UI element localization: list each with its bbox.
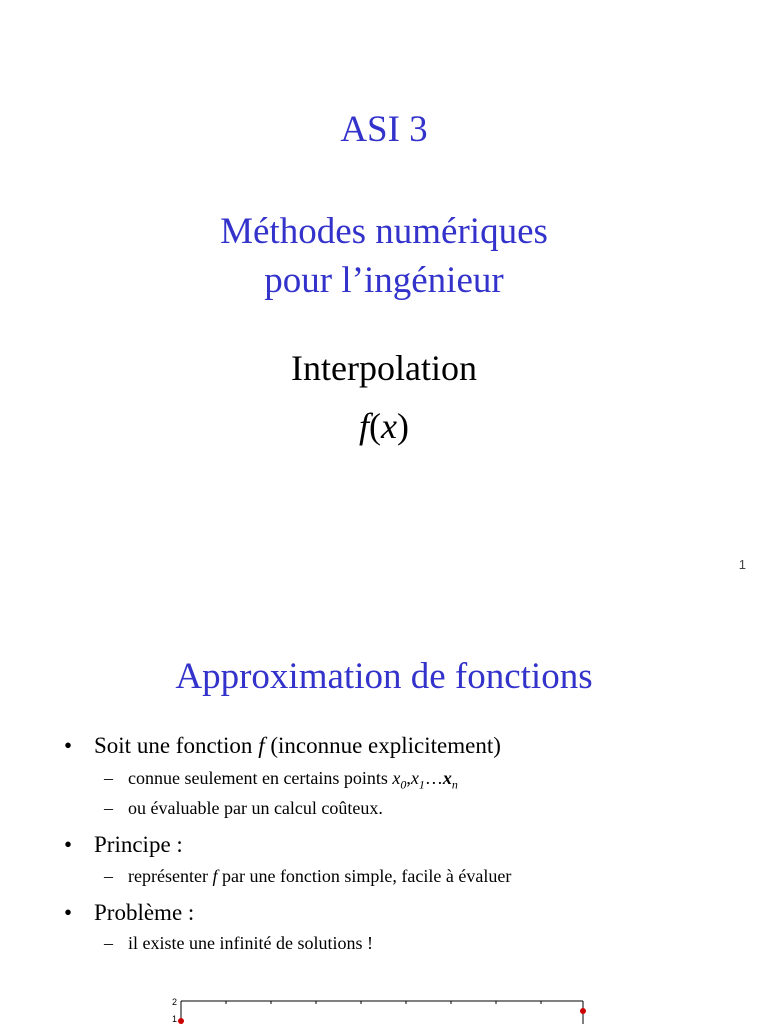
- subtitle-line-2: pour l’ingénieur: [264, 260, 504, 301]
- sub-bullet-dash: –: [104, 768, 113, 788]
- y-tick-label: 2: [172, 997, 178, 1007]
- data-point: [178, 1018, 184, 1024]
- bullet-item: [64, 832, 183, 858]
- bullet-text-italic: f: [258, 733, 265, 758]
- sub-bullet-item: [104, 866, 511, 887]
- sub-bullet-item: [104, 933, 373, 954]
- sub-text-post: par une fonction simple, facile à évaluer: [217, 866, 512, 886]
- sub-text-italic: f: [212, 866, 218, 886]
- bullet-text-pre: Soit une fonction: [94, 733, 259, 758]
- bullet-text: Principe :: [94, 832, 183, 857]
- bullet-dot: •: [64, 832, 73, 857]
- bullet-text: [94, 733, 501, 759]
- formula-fx: [0, 405, 768, 447]
- sub-bullet-text: ou évaluable par un calcul coûteux.: [128, 798, 383, 818]
- bullet-item: [64, 733, 501, 759]
- section-title: Approximation de fonctions: [175, 656, 593, 697]
- var-x0-sub: 0: [400, 777, 407, 792]
- sub-bullet-item: [104, 798, 383, 819]
- y-tick-label: 1: [172, 1014, 178, 1024]
- data-point: [580, 1008, 586, 1014]
- formula-close-paren: ): [397, 406, 409, 446]
- bullet-dot: •: [64, 733, 73, 758]
- sub-bullet-dash: –: [104, 866, 113, 886]
- var-x1-sub: 1: [418, 777, 425, 792]
- var-xn-sub: n: [451, 777, 458, 792]
- var-x1: x: [410, 768, 419, 788]
- sub-text-pre: représenter: [128, 866, 213, 886]
- formula-f: f: [359, 406, 370, 446]
- topic-heading: Interpolation: [291, 348, 477, 388]
- var-x0: x: [392, 768, 401, 788]
- subtitle-line-1: Méthodes numériques: [220, 211, 548, 252]
- page-number: 1: [738, 557, 746, 572]
- sub-bullet-text: [128, 768, 458, 793]
- ellipsis: …: [424, 768, 443, 788]
- formula-x: x: [381, 406, 397, 446]
- comma: ,: [406, 768, 411, 788]
- interpolation-plot: [0, 990, 768, 1024]
- var-xn: x: [442, 768, 452, 788]
- sub-text: connue seulement en certains points: [128, 768, 393, 788]
- bullet-text-post: (inconnue explicitement): [264, 733, 501, 758]
- bullet-dot: •: [64, 900, 73, 925]
- course-title: ASI 3: [340, 109, 428, 150]
- course-subtitle: [0, 207, 768, 305]
- sub-bullet-dash: –: [104, 933, 113, 953]
- bullet-text: Problème :: [94, 900, 195, 925]
- sub-bullet-item: [104, 768, 458, 793]
- sub-bullet-text: il existe une infinité de solutions !: [128, 933, 373, 953]
- formula-open-paren: (: [369, 406, 382, 446]
- bullet-item: [64, 900, 194, 926]
- sub-bullet-dash: –: [104, 798, 113, 818]
- sub-bullet-text: [128, 866, 511, 887]
